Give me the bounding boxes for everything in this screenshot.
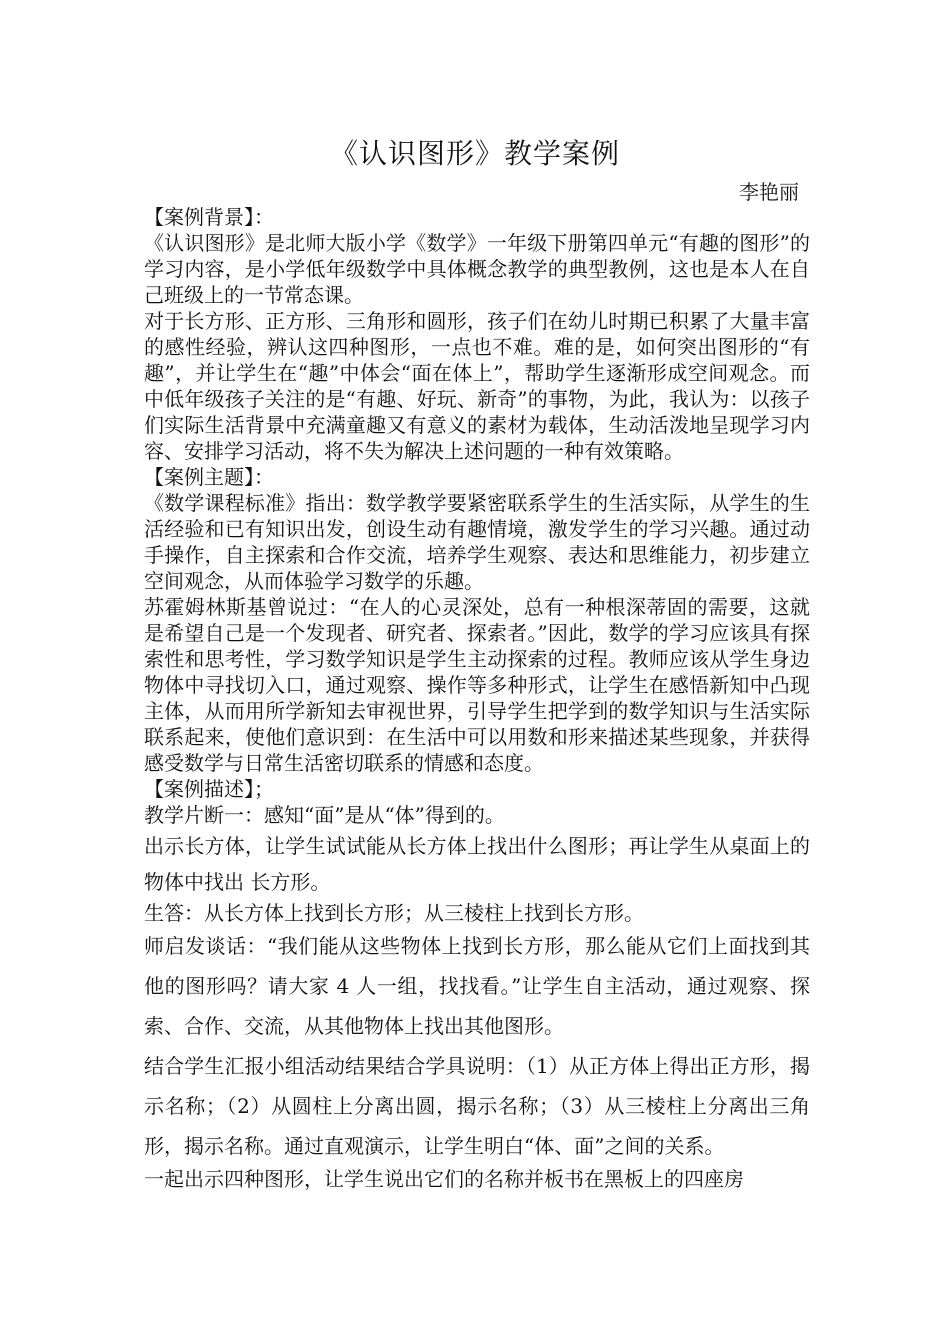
theme-heading: 【案例主题】： bbox=[144, 465, 274, 489]
description-paragraph-5: 结合学生汇报小组活动结果结合学具说明：（1）从正方体上得出正方形，揭示名称；（2）从圆柱上分离出圆，揭示名称；（3）从三棱柱上分离出三角形，揭示名称。通过直观演示，让学生明白“体、面”之间的关系。 bbox=[144, 1054, 810, 1158]
theme-paragraph-2: 苏霍姆林斯基曾说过：“在人的心灵深处，总有一种根深蒂固的需要，这就是希望自己是一个发现者、研究者、探索者。”因此，数学的学习应该具有探索性和思考性，学习数学知识是学生主动探索的过程。教师应该从学生身边物体中寻找切入口，通过观察、操作等多种形式，让学生在感悟新知中凸现主体，从而用所学新知去审视世界，引导学生把学到的数学知识与生活实际联系起来，使他们意识到：在生活中可以用数和形来描述某些现象，并获得感受数学与日常生活密切联系的情感和态度。 bbox=[144, 595, 810, 775]
description-paragraph-6: 一起出示四种图形，让学生说出它们的名称并板书在黑板上的四座房 bbox=[144, 1167, 744, 1191]
theme-paragraph-1: 《数学课程标准》指出：数学教学要紧密联系学生的生活实际，从学生的生活经验和已有知识出发，创设生动有趣情境，激发学生的学习兴趣。通过动手操作，自主探索和合作交流，培养学生观察、表达和思维能力，初步建立空间观念，从而体验学习数学的乐趣。 bbox=[144, 491, 810, 593]
background-paragraph-1: 《认识图形》是北师大版小学《数学》一年级下册第四单元“有趣的图形”的学习内容，是小学低年级数学中具体概念教学的典型教例，这也是本人在自己班级上的一节常态课。 bbox=[144, 231, 810, 307]
description-paragraph-3: 生答：从长方体上找到长方形；从三棱柱上找到长方形。 bbox=[144, 901, 644, 925]
description-paragraph-4: 师启发谈话：“我们能从这些物体上找到长方形，那么能从它们上面找到其他的图形吗？请大家 4 人一组，找找看。”让学生自主活动，通过观察、探索、合作、交流，从其他物体上找出其他图形。 bbox=[144, 934, 810, 1038]
document-title: 《认识图形》教学案例 bbox=[329, 137, 620, 170]
document-body bbox=[144, 204, 810, 1192]
background-paragraph-2: 对于长方形、正方形、三角形和圆形，孩子们在幼儿时期已积累了大量丰富的感性经验，辨认这四种图形，一点也不难。难的是，如何突出图形的“有趣”，并让学生在“趣”中体会“面在体上”，帮助学生逐渐形成空间观念。而中低年级孩子关注的是“有趣、好玩、新奇”的事物，为此，我认为：以孩子们实际生活背景中充满童趣又有意义的素材为载体，生动活泼地呈现学习内容、安排学习活动，将不失为解决上述问题的一种有效策略。 bbox=[144, 309, 810, 463]
description-heading: 【案例描述】； bbox=[144, 777, 274, 801]
document-author: 李艳丽 bbox=[739, 180, 799, 204]
background-heading: 【案例背景】： bbox=[144, 205, 274, 229]
description-paragraph-1: 教学片断一：感知“面”是从“体”得到的。 bbox=[144, 803, 505, 827]
description-paragraph-2: 出示长方体，让学生试试能从长方体上找出什么图形；再让学生从桌面上的物体中找出 长方形。 bbox=[144, 834, 810, 894]
